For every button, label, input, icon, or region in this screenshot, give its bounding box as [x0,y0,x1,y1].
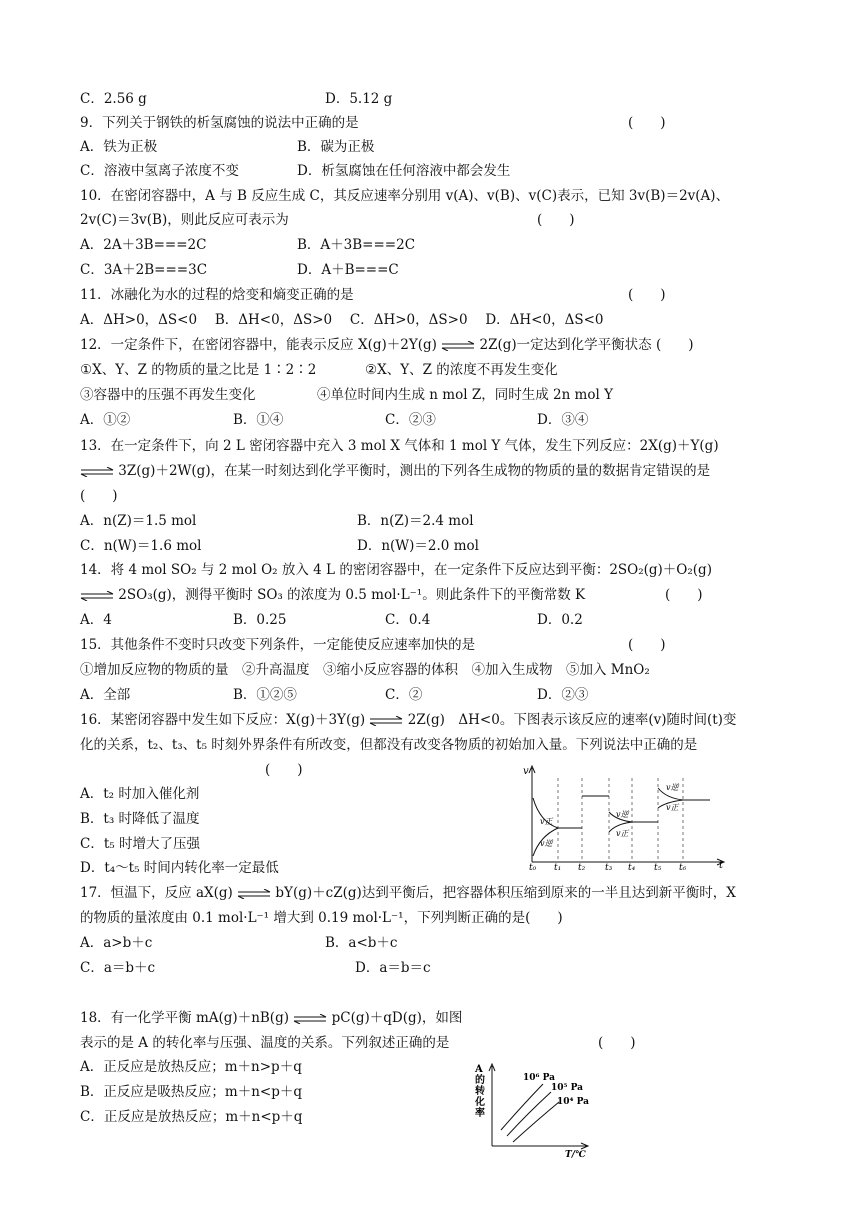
q16-stem-line1b: 2Z(g) ΔH<0。下图表示该反应的速率(v)随时间(t)变 [407,712,737,728]
q13-answer-paren: ( ) [80,488,118,504]
q15-option-a: A．全部 [80,687,131,703]
q12-option-d: D．③④ [537,412,589,428]
q15-option-b: B．①②⑤ [233,687,297,703]
q18-graph-curve-label-1e6: 10⁶ Pa [523,1073,555,1083]
equilibrium-arrow-icon [441,341,475,351]
q9-option-c: C．溶液中氢离子浓度不变 [80,163,239,179]
q16-graph-vfwd-label-1: v正 [540,817,553,826]
q16-rate-time-graph [520,762,735,872]
q12-stem [80,336,694,354]
q18-stem-line1a: 18．有一化学平衡 mA(g)＋nB(g) [80,1010,289,1026]
q16-graph-tick-t5: t₅ [654,863,662,872]
q17-option-b: B．a<b＋c [325,935,398,951]
q18-graph-y-label-char: 的 [475,1075,485,1086]
q16-graph-vrev-label-1: v逆 [540,839,553,848]
q12-statement-3: ③容器中的压强不再发生变化 [80,387,256,403]
q15-answer-paren: ( ) [628,637,666,653]
q16-graph-tick-t3: t₃ [605,863,613,872]
q15-option-d: D．②③ [537,687,589,703]
q16-graph-tick-t6: t₆ [679,863,687,872]
q16-graph-vfwd-label-2: v正 [616,829,629,838]
q16-graph-ticks [529,863,687,872]
q10-option-d: D．A＋B===C [297,262,399,278]
q13-option-c: C．n(W)＝1.6 mol [80,538,202,554]
equilibrium-arrow-icon [80,591,114,601]
q18-conversion-temperature-graph [465,1060,600,1160]
q12-option-a: A．①② [80,412,131,428]
q16-graph-vfwd-label-3: v正 [666,803,679,812]
q14-answer-paren: ( ) [665,587,703,603]
q12-option-b: B．①④ [233,412,284,428]
q10-answer-paren: ( ) [537,212,575,228]
q17-option-a: A．a>b＋c [80,935,153,951]
q16-answer-paren: ( ) [265,762,303,778]
q8-option-d: D．5.12 g [325,91,393,107]
q16-graph-time-markers [558,778,683,862]
q12-stem-b: 2Z(g)一定达到化学平衡状态 [479,337,652,353]
q18-answer-paren: ( ) [598,1035,636,1051]
q14-option-d: D．0.2 [537,612,583,628]
q18-stem-line1b: pC(g)＋qD(g)，如图 [331,1010,463,1026]
q9-option-d: D．析氢腐蚀在任何溶液中都会发生 [297,163,511,179]
q16-graph-tick-t1: t₁ [554,863,562,872]
q9-option-b: B．碳为正极 [297,139,375,155]
q16-option-a: A．t₂ 时加入催化剂 [80,786,200,802]
q18-graph-y-label-char: A [475,1064,483,1075]
q18-option-c: C．正反应是放热反应；m＋n<p＋q [80,1109,303,1125]
q18-option-a: A．正反应是放热反应；m＋n>p＋q [80,1059,302,1075]
q8-option-c: C．2.56 g [80,91,147,107]
q15-stem: 15．其他条件不变时只改变下列条件，一定能使反应速率加快的是 [80,637,476,653]
q16-graph-y-label: v [523,766,529,777]
q13-option-a: A．n(Z)＝1.5 mol [80,513,197,529]
q16-graph-tick-t0: t₀ [529,863,537,872]
q18-stem-line2: 表示的是 A 的转化率与压强、温度的关系。下列叙述正确的是 [80,1035,450,1051]
q16-option-c: C．t₅ 时增大了压强 [80,836,200,852]
q16-stem-line1a: 16．某密闭容器中发生如下反应：X(g)＋3Y(g) [80,712,366,728]
q11-answer-paren: ( ) [628,287,666,303]
q18-graph-curve-label-1e5: 10⁵ Pa [551,1083,583,1093]
q11-options: A．ΔH>0，ΔS<0 B．ΔH<0，ΔS>0 C．ΔH>0，ΔS>0 D．ΔH<0，ΔS<0 [80,312,604,328]
q14-option-a: A．4 [80,612,112,628]
q16-stem-line1 [80,711,736,729]
q14-option-b: B．0.25 [233,612,287,628]
q13-stem-line2-text: 3Z(g)＋2W(g)，在某一时刻达到化学平衡时，测出的下列各生成物的物质的量的数据肯定错误的是 [118,463,711,479]
q18-stem-line1 [80,1009,462,1027]
q18-graph-y-label-char: 化 [475,1097,485,1108]
q9-option-a: A．铁为正极 [80,139,158,155]
q16-graph-tick-t4: t₄ [628,863,636,872]
q16-graph-x-label: t [719,860,724,871]
q17-stem-line1b: bY(g)＋cZ(g)达到平衡后，把容器体积压缩到原来的一半且达到新平衡时，X [275,885,736,901]
q12-option-c: C．②③ [385,412,436,428]
q17-stem-line1 [80,884,736,902]
q14-option-c: C．0.4 [385,612,431,628]
q13-option-b: B．n(Z)＝2.4 mol [357,513,474,529]
q17-stem-line2: 的物质的量浓度由 0.1 mol·L⁻¹ 增大到 0.19 mol·L⁻¹，下列判断正确的是( ) [80,910,563,926]
q18-graph-y-label-char: 率 [475,1108,485,1119]
equilibrium-arrow-icon [369,716,403,726]
q16-graph-vrev-label-3: v逆 [666,783,679,792]
q13-stem-line2 [80,462,710,480]
q14-stem-line2-text: 2SO₃(g)，测得平衡时 SO₃ 的浓度为 0.5 mol·L⁻¹。则此条件下的平衡常数 K [118,587,586,603]
q10-stem-line1: 10．在密闭容器中，A 与 B 反应生成 C，其反应速率分别用 v(A)、v(B)、v(C)表示，已知 3v(B)＝2v(A)、 [80,188,730,204]
q16-option-b: B．t₃ 时降低了温度 [80,811,200,827]
q17-option-d: D．a＝b＝c [355,960,431,976]
q17-option-c: C．a＝b＋c [80,960,156,976]
q15-items: ①增加反应物的物质的量 ②升高温度 ③缩小反应容器的体积 ④加入生成物 ⑤加入 MnO₂ [80,662,650,678]
equilibrium-arrow-icon [237,889,271,899]
q16-option-d: D．t₄～t₅ 时间内转化率一定最低 [80,860,279,876]
q13-option-d: D．n(W)＝2.0 mol [357,538,479,554]
q9-answer-paren: ( ) [628,115,666,131]
q18-graph-curve-label-1e4: 10⁴ Pa [557,1097,589,1107]
q12-stem-a: 12．一定条件下，在密闭容器中，能表示反应 X(g)＋2Y(g) [80,337,437,353]
q18-graph-y-label-char: 转 [475,1086,485,1097]
q18-graph-y-label-chars [474,1064,485,1119]
equilibrium-arrow-icon [80,467,114,477]
q12-statement-2: ②X、Y、Z 的浓度不再发生变化 [365,362,558,378]
q10-option-a: A．2A＋3B===2C [80,237,207,253]
q14-stem-line2 [80,586,585,604]
q10-stem-line2: 2v(C)＝3v(B)，则此反应可表示为 [80,212,289,228]
q13-stem-line1: 13．在一定条件下，向 2 L 密闭容器中充入 3 mol X 气体和 1 mol Y 气体，发生下列反应：2X(g)＋Y(g) [80,438,719,454]
q10-option-c: C．3A＋2B===3C [80,262,208,278]
q16-graph-vrev-label-2: v逆 [616,810,629,819]
q9-stem: 9．下列关于钢铁的析氢腐蚀的说法中正确的是 [80,115,359,131]
q17-stem-line1a: 17．恒温下，反应 aX(g) [80,885,233,901]
q14-stem-line1: 14．将 4 mol SO₂ 与 2 mol O₂ 放入 4 L 的密闭容器中，在一定条件下反应达到平衡：2SO₂(g)＋O₂(g) [80,562,712,578]
q15-option-c: C．② [385,687,423,703]
q12-answer-paren: ( ) [655,337,694,353]
q18-option-b: B．正反应是吸热反应；m＋n<p＋q [80,1084,303,1100]
q10-option-b: B．A＋3B===2C [297,237,416,253]
q18-graph-curve-1e6 [501,1084,543,1130]
q12-statement-4: ④单位时间内生成 n mol Z，同时生成 2n mol Y [317,387,614,403]
q16-stem-line2: 化的关系，t₂、t₃、t₅ 时刻外界条件有所改变，但都没有改变各物质的初始加入量。下列说法中正确的是 [80,737,698,753]
q12-statement-1: ①X、Y、Z 的物质的量之比是 1∶2∶2 [80,362,317,378]
q16-graph-tick-t2: t₂ [578,863,586,872]
equilibrium-arrow-icon [293,1014,327,1024]
q11-stem: 11．冰融化为水的过程的焓变和熵变正确的是 [80,287,354,303]
q18-graph-x-label: T/℃ [565,1150,586,1160]
